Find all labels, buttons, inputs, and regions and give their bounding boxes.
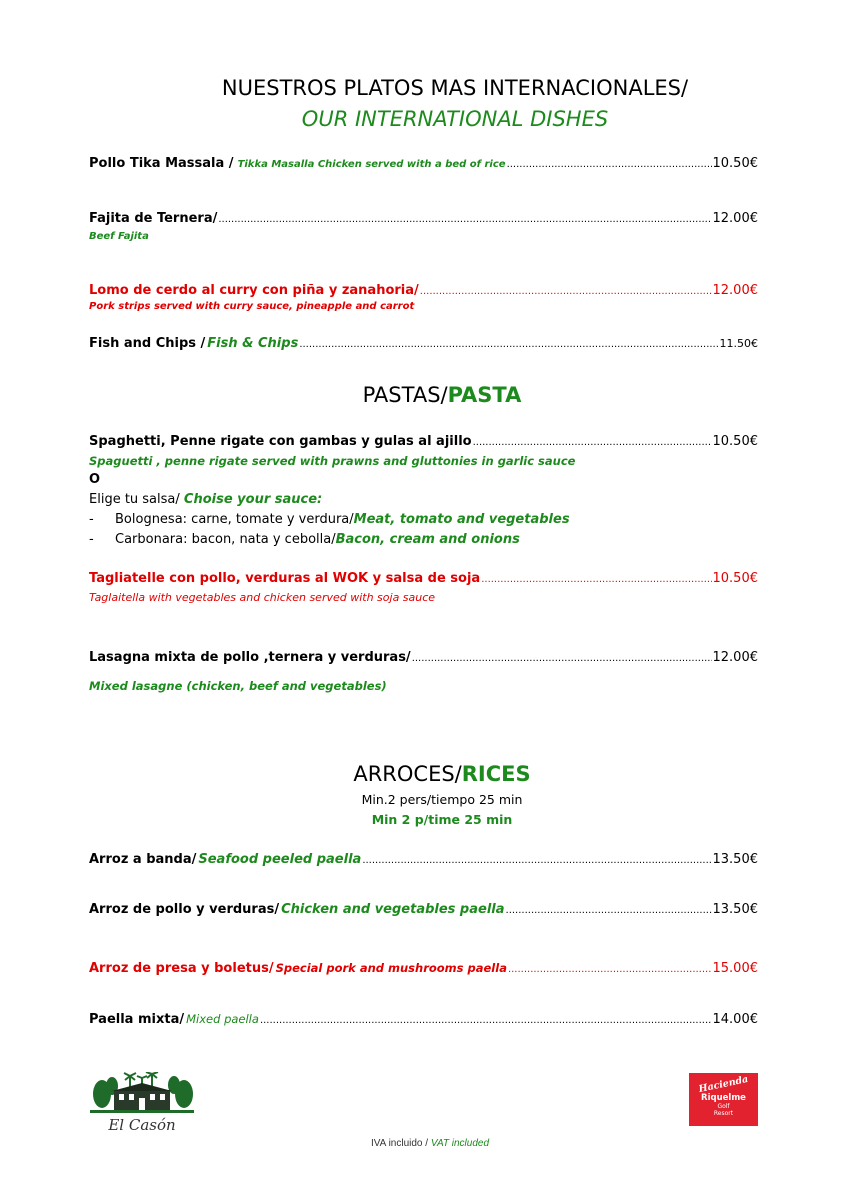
section-title-rices bbox=[0, 762, 848, 786]
item-english: Seafood peeled paella bbox=[198, 852, 362, 867]
item-english: Beef Fajita bbox=[89, 231, 149, 242]
menu-item-arroz-banda bbox=[89, 852, 758, 867]
dot-leader bbox=[481, 574, 711, 585]
menu-item-pollo-tika bbox=[89, 156, 758, 171]
menu-item-spaghetti bbox=[89, 434, 758, 449]
page-title: NUESTROS PLATOS MAS INTERNACIONALES/ bbox=[221, 76, 689, 100]
sauce-choice bbox=[89, 492, 322, 507]
item-price: 13.50€ bbox=[712, 902, 758, 917]
item-english: Spaguetti , penne rigate served with prawns and gluttonies in garlic sauce bbox=[89, 454, 576, 468]
bullet-dash: - bbox=[89, 532, 94, 547]
el-cason-building-icon bbox=[90, 1072, 194, 1116]
item-name: Fish and Chips / bbox=[89, 336, 206, 351]
item-price: 12.00€ bbox=[712, 211, 758, 226]
hacienda-riquelme-logo bbox=[689, 1073, 758, 1126]
or-label: O bbox=[89, 472, 101, 487]
item-name: Tagliatelle con pollo, verduras al WOK y salsa de soja bbox=[89, 571, 481, 586]
dot-leader bbox=[299, 339, 718, 350]
dot-leader bbox=[260, 1015, 712, 1026]
item-name: Pollo Tika Massala / bbox=[89, 156, 234, 171]
page-subtitle: OUR INTERNATIONAL DISHES bbox=[301, 107, 609, 131]
item-english: Pork strips served with curry sauce, pineapple and carrot bbox=[89, 301, 415, 312]
vat-note-es: IVA incluido / bbox=[370, 1138, 431, 1149]
item-name: Spaghetti, Penne rigate con gambas y gulas al ajillo bbox=[89, 434, 472, 449]
dot-leader bbox=[420, 286, 712, 297]
dot-leader bbox=[506, 905, 712, 916]
item-name: Lomo de cerdo al curry con piña y zanahoria/ bbox=[89, 283, 419, 298]
sauce-choice-es: Elige tu salsa/ bbox=[89, 492, 184, 507]
item-price: 13.50€ bbox=[712, 852, 758, 867]
sauce-option-es: Bolognesa: carne, tomate y verdura/ bbox=[115, 512, 354, 527]
dot-leader bbox=[473, 437, 712, 448]
section-title-en: RICES bbox=[461, 762, 531, 786]
rices-note-es: Min.2 pers/tiempo 25 min bbox=[361, 792, 523, 807]
menu-item-lomo-curry bbox=[89, 283, 758, 298]
menu-item-arroz-presa bbox=[89, 961, 758, 976]
item-price: 12.00€ bbox=[712, 650, 758, 665]
sauce-choice-en: Choise your sauce: bbox=[183, 492, 323, 507]
item-price: 10.50€ bbox=[712, 156, 758, 171]
item-english: Tikka Masalla Chicken served with a bed of rice bbox=[237, 159, 506, 170]
dot-leader bbox=[412, 653, 712, 664]
sauce-option-en: Bacon, cream and onions bbox=[335, 532, 520, 547]
item-english: Fish & Chips bbox=[207, 336, 299, 351]
item-price: 14.00€ bbox=[712, 1012, 758, 1027]
dot-leader bbox=[508, 964, 712, 975]
sauce-option-bolognesa bbox=[89, 512, 570, 527]
item-name: Arroz a banda/ bbox=[89, 852, 197, 867]
dot-leader bbox=[362, 855, 711, 866]
item-price: 12.00€ bbox=[712, 283, 758, 298]
item-name: Fajita de Ternera/ bbox=[89, 211, 218, 226]
item-english: Taglaitella with vegetables and chicken served with soja sauce bbox=[89, 591, 436, 604]
el-cason-logo-text: El Casón bbox=[108, 1116, 176, 1134]
item-english: Chicken and vegetables paella bbox=[281, 902, 505, 917]
item-english: Special pork and mushrooms paella bbox=[275, 961, 507, 975]
item-english: Mixed lasagne (chicken, beef and vegetables) bbox=[89, 679, 387, 693]
menu-item-fish-chips bbox=[89, 336, 758, 351]
menu-item-arroz-pollo bbox=[89, 902, 758, 917]
item-price: 10.50€ bbox=[712, 434, 758, 449]
logo-line1: Hacienda bbox=[697, 1073, 750, 1096]
section-title-es: ARROCES/ bbox=[353, 762, 462, 786]
bullet-dash: - bbox=[89, 512, 94, 527]
menu-item-tagliatelle bbox=[89, 571, 758, 586]
item-english: Mixed paella bbox=[186, 1012, 259, 1026]
item-name: Paella mixta/ bbox=[89, 1012, 185, 1027]
sauce-option-carbonara bbox=[89, 532, 520, 547]
item-name: Arroz de presa y boletus/ bbox=[89, 961, 274, 976]
sauce-option-en: Meat, tomato and vegetables bbox=[353, 512, 570, 527]
section-title-en: PASTA bbox=[447, 383, 522, 407]
el-cason-logo bbox=[90, 1072, 194, 1134]
logo-line3: Golf bbox=[717, 1103, 730, 1110]
menu-item-paella-mixta bbox=[89, 1012, 758, 1027]
item-name: Lasagna mixta de pollo ,ternera y verduras/ bbox=[89, 650, 411, 665]
menu-item-lasagna bbox=[89, 650, 758, 665]
item-name: Arroz de pollo y verduras/ bbox=[89, 902, 280, 917]
menu-item-fajita bbox=[89, 211, 758, 226]
item-price: 10.50€ bbox=[712, 571, 758, 586]
section-title-es: PASTAS/ bbox=[362, 383, 448, 407]
sauce-option-es: Carbonara: bacon, nata y cebolla/ bbox=[115, 532, 336, 547]
rices-note-en: Min 2 p/time 25 min bbox=[371, 812, 513, 827]
item-price: 11.50€ bbox=[719, 337, 758, 350]
logo-line4: Resort bbox=[713, 1110, 734, 1117]
vat-note-en: VAT included bbox=[430, 1138, 490, 1149]
item-price: 15.00€ bbox=[712, 961, 758, 976]
section-title-pasta bbox=[0, 383, 848, 407]
logo-line2: Riquelme bbox=[701, 1093, 746, 1103]
vat-note bbox=[0, 1138, 848, 1149]
dot-leader bbox=[218, 214, 711, 225]
dot-leader bbox=[507, 159, 712, 170]
